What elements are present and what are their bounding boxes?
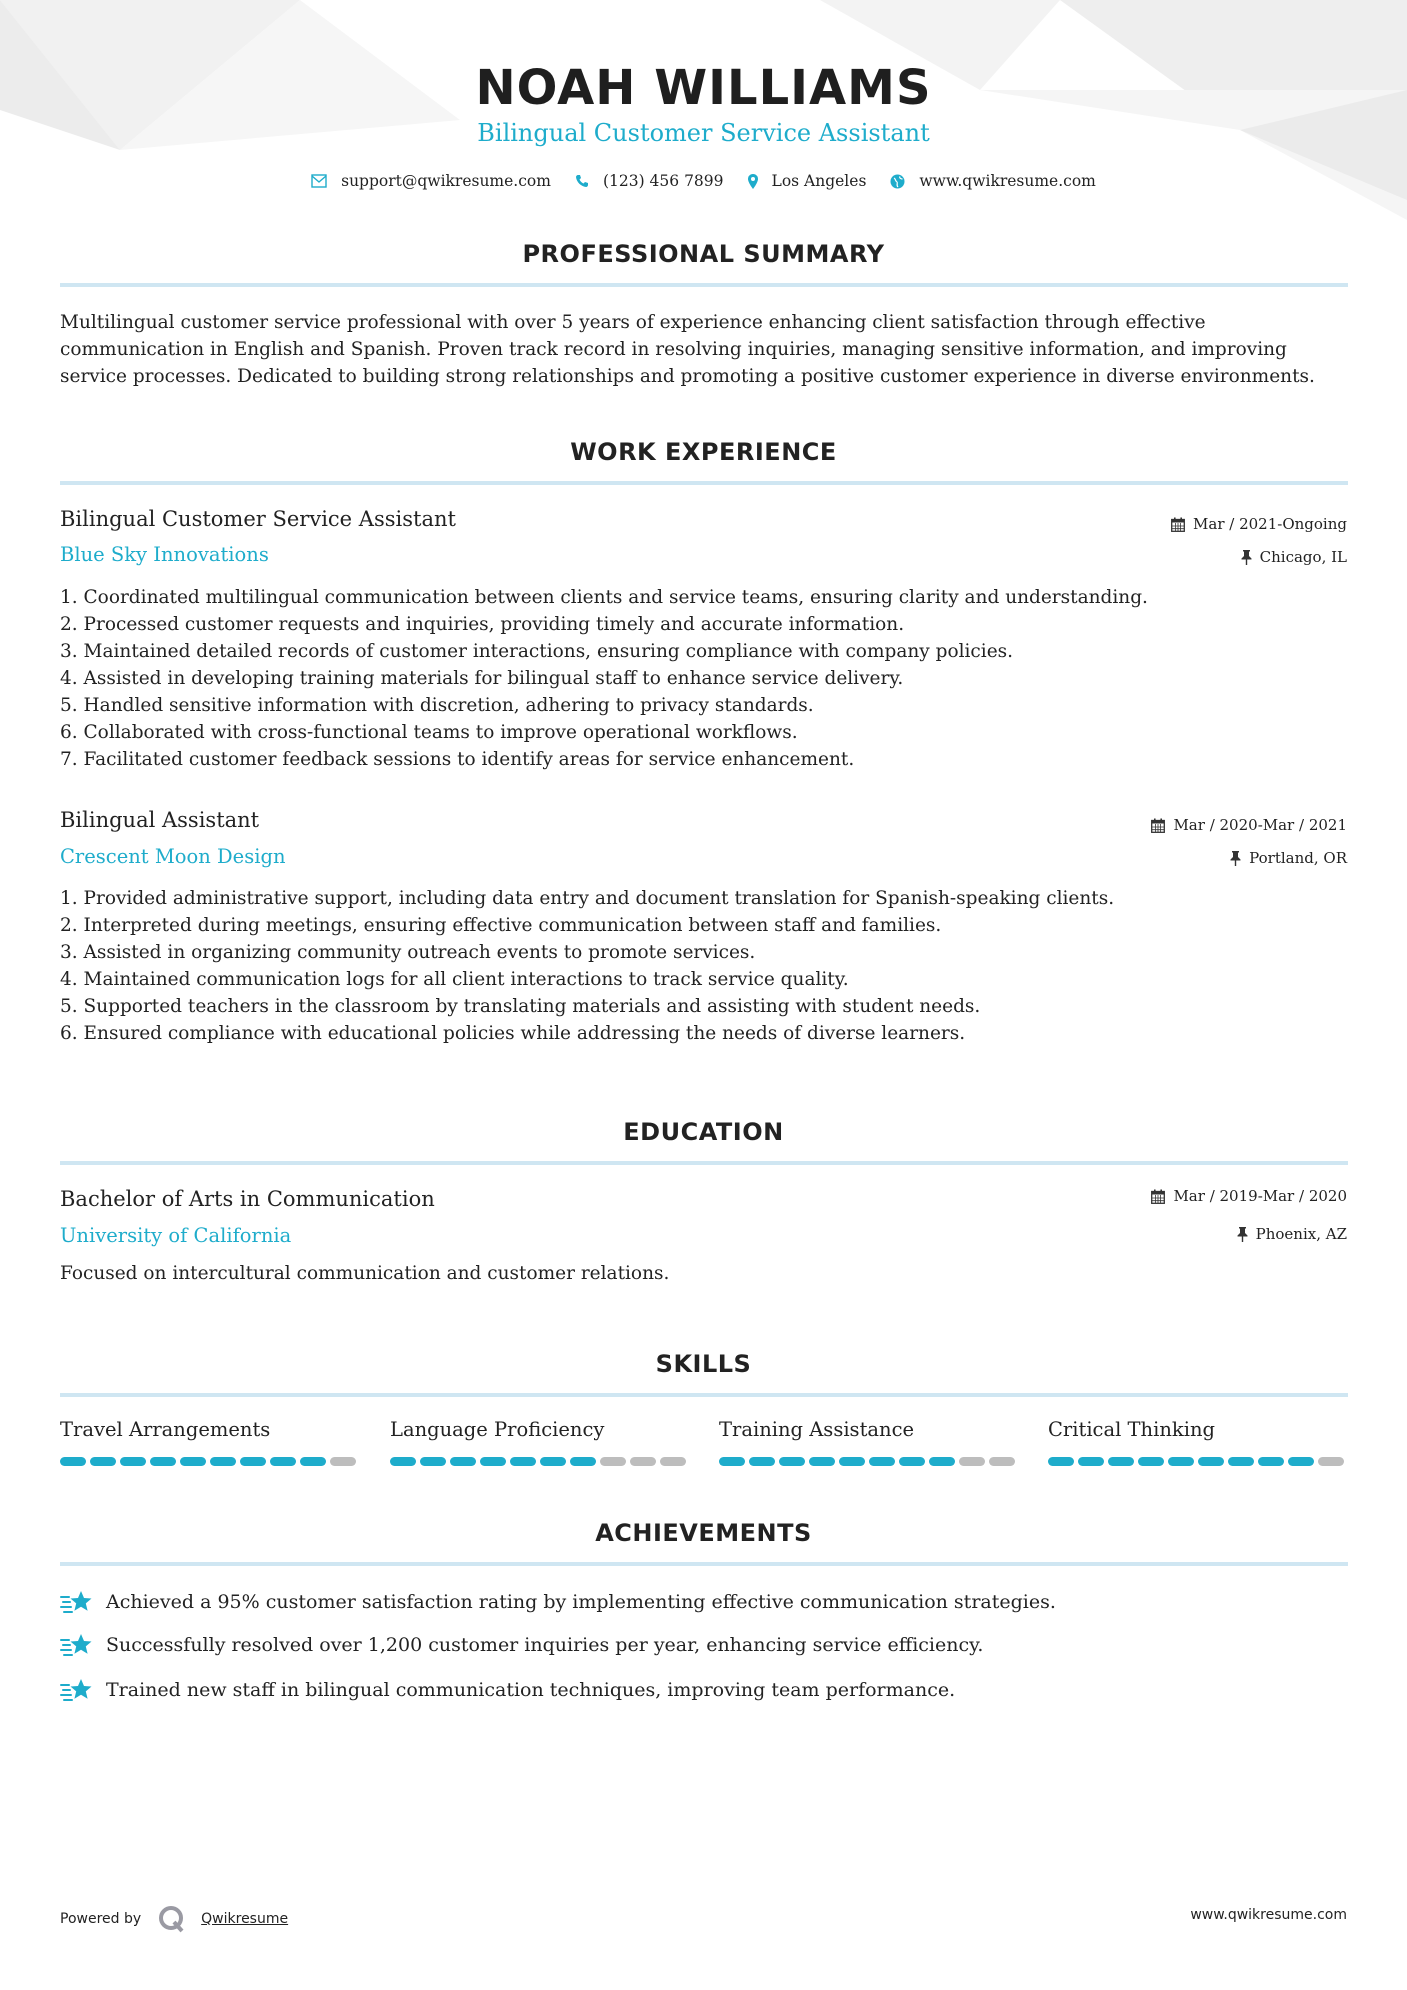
skill-level-segment — [749, 1457, 775, 1466]
contact-phone[interactable] — [575, 172, 724, 190]
shooting-star-icon — [60, 1588, 94, 1616]
job-bullet: 1. Provided administrative support, including data entry and document translation for Spanish-speaking clients. — [60, 888, 1115, 909]
job-bullet: 2. Processed customer requests and inquiries, providing timely and accurate information. — [60, 614, 905, 635]
skill-level-segment — [1168, 1457, 1194, 1466]
section-heading-education: EDUCATION — [623, 1118, 784, 1146]
skill-label: Training Assistance — [719, 1418, 915, 1441]
skill-level-segment — [330, 1457, 356, 1466]
job-location-text: Chicago, IL — [1259, 548, 1347, 566]
skill-level-segment — [989, 1457, 1015, 1466]
skill-level-segment — [420, 1457, 446, 1466]
school-name: University of California — [60, 1224, 292, 1247]
job-bullet: 5. Handled sensitive information with discretion, adhering to privacy standards. — [60, 695, 814, 716]
skill-level-segment — [600, 1457, 626, 1466]
skill-level-segment — [1288, 1457, 1314, 1466]
summary-line: service processes. Dedicated to building strong relationships and promoting a positive customer experience in diverse environments. — [60, 366, 1315, 387]
skill-level-segment — [809, 1457, 835, 1466]
skill-level-segment — [210, 1457, 236, 1466]
envelope-icon — [311, 174, 327, 188]
achievement-item — [60, 1631, 983, 1659]
skill-level-segment — [1258, 1457, 1284, 1466]
job-bullets — [60, 885, 1350, 1047]
education-location — [1237, 1225, 1347, 1243]
skill-level-segment — [1108, 1457, 1134, 1466]
job-bullet: 3. Assisted in organizing community outreach events to promote services. — [60, 942, 756, 963]
education-dates — [1151, 1187, 1347, 1205]
skill-level-segment — [779, 1457, 805, 1466]
job-location — [1230, 849, 1347, 867]
skill-label: Language Proficiency — [390, 1418, 605, 1441]
section-heading-summary: PROFESSIONAL SUMMARY — [522, 240, 885, 268]
skill-level-segment — [390, 1457, 416, 1466]
job-bullet: 4. Assisted in developing training materials for bilingual staff to enhance service delivery. — [60, 668, 904, 689]
skill-level-bar — [60, 1457, 360, 1466]
pushpin-icon — [1241, 550, 1252, 565]
job-bullets — [60, 584, 1350, 773]
skill-level-segment — [240, 1457, 266, 1466]
skill-level-segment — [480, 1457, 506, 1466]
section-heading-achievements: ACHIEVEMENTS — [595, 1519, 812, 1547]
section-divider — [60, 1161, 1348, 1165]
job-location-text: Portland, OR — [1249, 849, 1347, 867]
job-title: Bilingual Customer Service Assistant — [60, 507, 456, 531]
powered-by-label: Powered by — [60, 1911, 142, 1927]
job-title: Bilingual Assistant — [60, 808, 260, 832]
summary-text — [60, 309, 1350, 390]
job-company: Crescent Moon Design — [60, 845, 286, 868]
achievement-text: Successfully resolved over 1,200 customer inquiries per year, enhancing service efficiency. — [106, 1634, 984, 1656]
skill-level-segment — [150, 1457, 176, 1466]
contact-website-text: www.qwikresume.com — [919, 172, 1096, 190]
skill-level-segment — [270, 1457, 296, 1466]
pushpin-icon — [1230, 851, 1241, 866]
job-location — [1241, 548, 1347, 566]
skill-level-segment — [570, 1457, 596, 1466]
skill-level-segment — [899, 1457, 925, 1466]
skill-level-segment — [929, 1457, 955, 1466]
summary-line: Multilingual customer service professional with over 5 years of experience enhancing client satisfaction through effective — [60, 312, 1206, 333]
section-divider — [60, 1393, 1348, 1397]
achievement-item — [60, 1676, 955, 1704]
contact-bar — [0, 172, 1407, 190]
skill-item — [1048, 1418, 1348, 1466]
skill-item — [719, 1418, 1019, 1466]
skill-label: Travel Arrangements — [60, 1418, 271, 1441]
job-dates-text: Mar / 2021-Ongoing — [1193, 515, 1347, 533]
skill-level-segment — [90, 1457, 116, 1466]
qwikresume-link[interactable]: Qwikresume — [201, 1911, 289, 1927]
section-divider — [60, 1562, 1348, 1566]
calendar-icon — [1171, 517, 1185, 532]
skill-level-segment — [1048, 1457, 1074, 1466]
job-bullet: 7. Facilitated customer feedback sessions to identify areas for service enhancement. — [60, 749, 855, 770]
phone-icon — [575, 174, 589, 188]
footer-website[interactable]: www.qwikresume.com — [1190, 1907, 1347, 1923]
skill-level-segment — [839, 1457, 865, 1466]
skill-level-bar — [390, 1457, 690, 1466]
job-bullet: 1. Coordinated multilingual communication between clients and service teams, ensuring clarity and understanding. — [60, 587, 1148, 608]
skill-item — [390, 1418, 690, 1466]
achievement-item — [60, 1588, 1056, 1616]
job-bullet: 3. Maintained detailed records of customer interactions, ensuring compliance with company policies. — [60, 641, 1014, 662]
skill-level-segment — [180, 1457, 206, 1466]
degree-title: Bachelor of Arts in Communication — [60, 1187, 435, 1211]
skill-level-segment — [450, 1457, 476, 1466]
skill-level-segment — [719, 1457, 745, 1466]
skill-level-bar — [1048, 1457, 1348, 1466]
skill-level-segment — [959, 1457, 985, 1466]
summary-line: communication in English and Spanish. Proven track record in resolving inquiries, managing sensitive information, and improving — [60, 339, 1287, 360]
candidate-role: Bilingual Customer Service Assistant — [477, 119, 930, 147]
section-heading-skills: SKILLS — [655, 1350, 752, 1378]
candidate-name: NOAH WILLIAMS — [475, 60, 932, 116]
contact-website[interactable] — [890, 172, 1095, 190]
contact-phone-text: (123) 456 7899 — [602, 172, 724, 190]
education-location-text: Phoenix, AZ — [1255, 1225, 1347, 1243]
job-dates — [1171, 515, 1347, 533]
skill-level-segment — [300, 1457, 326, 1466]
skill-level-segment — [540, 1457, 566, 1466]
contact-email-text: support@qwikresume.com — [341, 172, 551, 190]
job-dates — [1151, 816, 1347, 834]
section-heading-experience: WORK EXPERIENCE — [570, 438, 837, 466]
skill-item — [60, 1418, 360, 1466]
skill-level-segment — [1228, 1457, 1254, 1466]
job-bullet: 4. Maintained communication logs for all client interactions to track service quality. — [60, 969, 849, 990]
skill-level-segment — [1198, 1457, 1224, 1466]
skill-level-segment — [1318, 1457, 1344, 1466]
contact-email[interactable] — [311, 172, 551, 190]
job-bullet: 6. Collaborated with cross-functional teams to improve operational workflows. — [60, 722, 798, 743]
contact-location — [748, 172, 867, 190]
qwikresume-logo-icon — [157, 1904, 187, 1934]
contact-location-text: Los Angeles — [771, 172, 867, 190]
shooting-star-icon — [60, 1631, 94, 1659]
job-bullet: 2. Interpreted during meetings, ensuring effective communication between staff and families. — [60, 915, 942, 936]
achievement-text: Trained new staff in bilingual communication techniques, improving team performance. — [106, 1679, 956, 1701]
pushpin-icon — [1237, 1227, 1248, 1242]
job-dates-text: Mar / 2020-Mar / 2021 — [1173, 816, 1347, 834]
skill-level-segment — [869, 1457, 895, 1466]
calendar-icon — [1151, 1189, 1165, 1204]
job-bullet: 5. Supported teachers in the classroom by translating materials and assisting with student needs. — [60, 996, 981, 1017]
calendar-icon — [1151, 818, 1165, 833]
skill-level-segment — [120, 1457, 146, 1466]
skill-level-segment — [1078, 1457, 1104, 1466]
section-divider — [60, 481, 1348, 485]
powered-by — [60, 1904, 288, 1934]
achievement-text: Achieved a 95% customer satisfaction rating by implementing effective communication strategies. — [106, 1591, 1056, 1613]
education-description: Focused on intercultural communication and customer relations. — [60, 1263, 670, 1284]
skill-level-segment — [60, 1457, 86, 1466]
globe-icon — [890, 174, 905, 189]
job-bullet: 6. Ensured compliance with educational policies while addressing the needs of diverse learners. — [60, 1023, 966, 1044]
shooting-star-icon — [60, 1676, 94, 1704]
skill-level-segment — [1138, 1457, 1164, 1466]
skill-level-segment — [630, 1457, 656, 1466]
section-divider — [60, 283, 1348, 287]
skill-level-segment — [510, 1457, 536, 1466]
education-dates-text: Mar / 2019-Mar / 2020 — [1173, 1187, 1347, 1205]
skill-level-segment — [660, 1457, 686, 1466]
skill-level-bar — [719, 1457, 1019, 1466]
map-marker-icon — [748, 174, 758, 189]
skill-label: Critical Thinking — [1048, 1418, 1215, 1441]
job-company: Blue Sky Innovations — [60, 543, 269, 566]
